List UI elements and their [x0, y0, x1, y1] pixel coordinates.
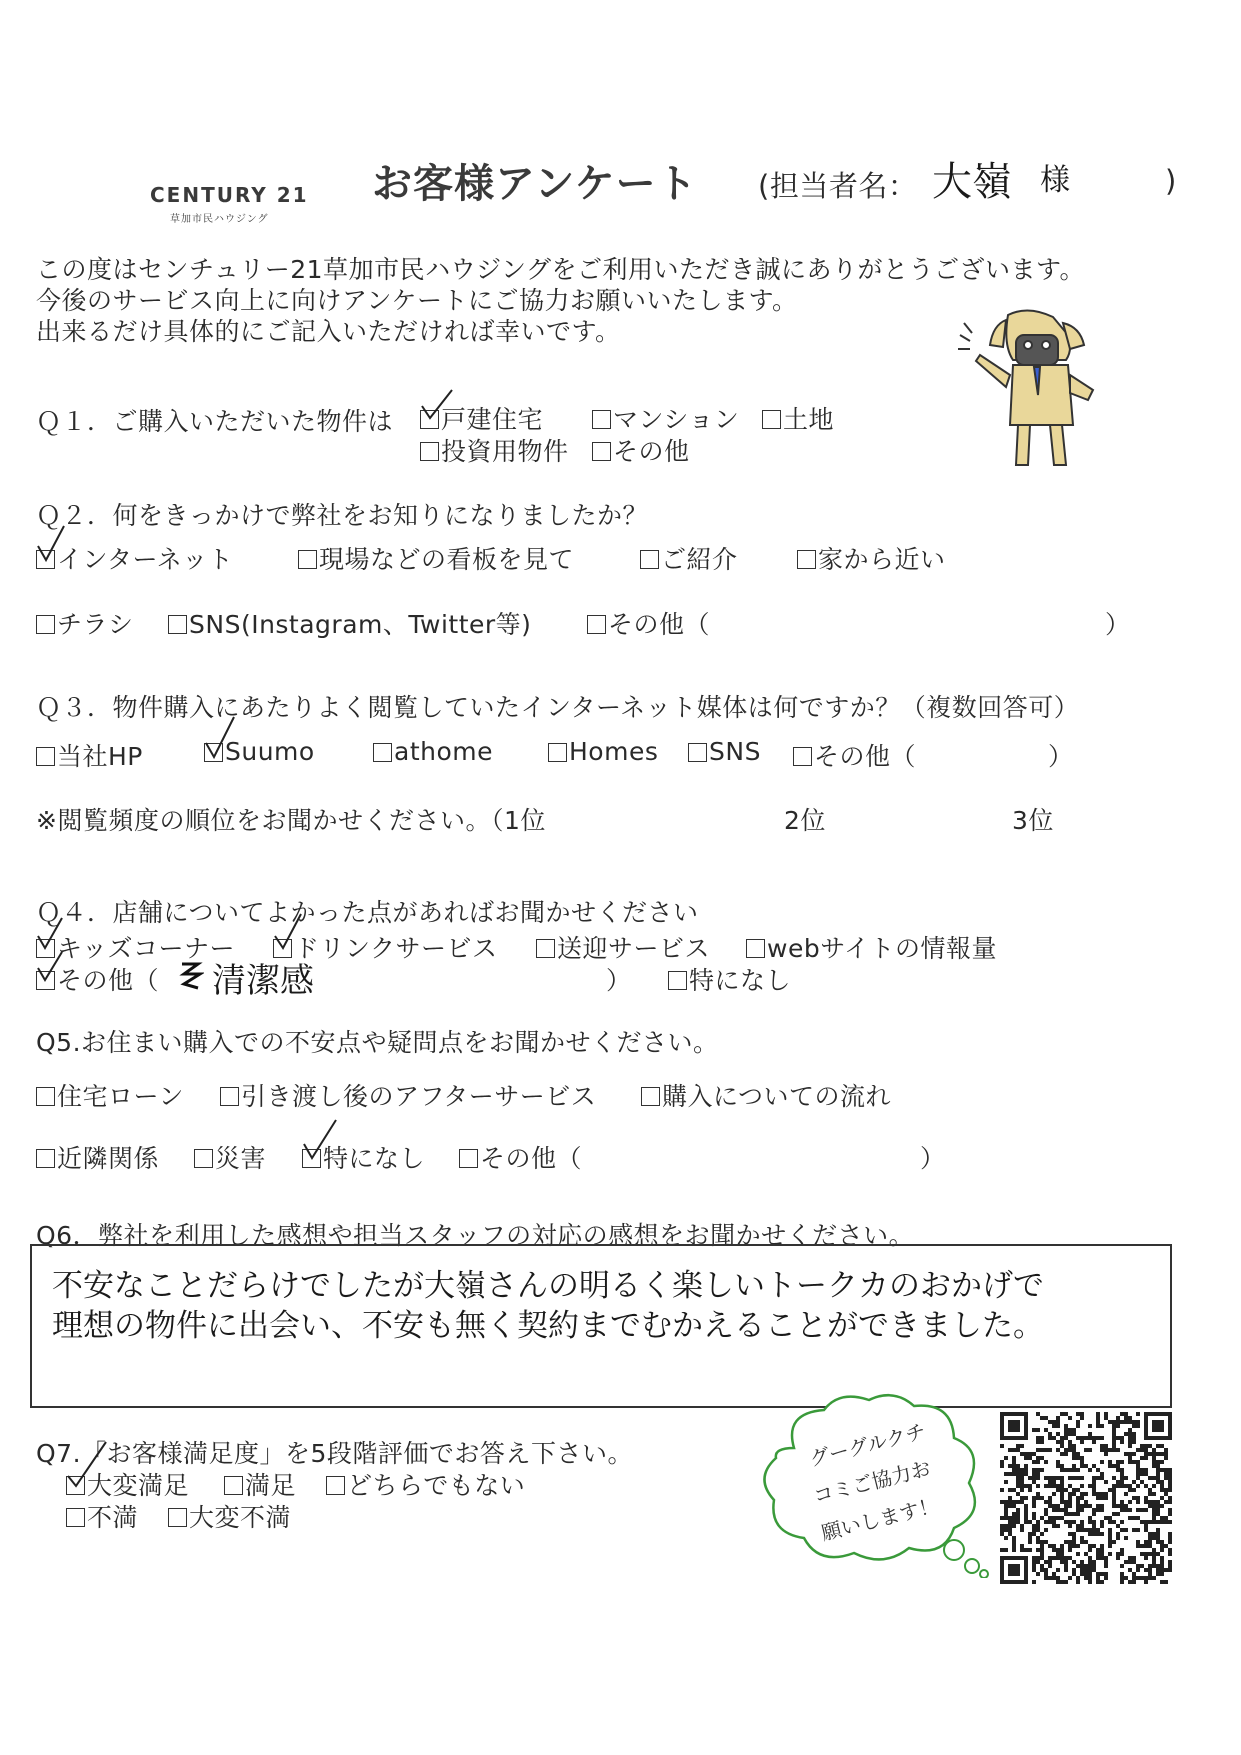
- option-label: その他（: [480, 1144, 583, 1173]
- checkbox[interactable]: [66, 1508, 85, 1527]
- checkbox[interactable]: [640, 550, 659, 569]
- option-label: キッズコーナー: [57, 934, 236, 963]
- q2-option-flyer[interactable]: [36, 605, 134, 641]
- checkbox[interactable]: [668, 971, 687, 990]
- checkbox[interactable]: [548, 743, 567, 762]
- checkbox[interactable]: [168, 615, 187, 634]
- checkbox[interactable]: [36, 615, 55, 634]
- checkbox[interactable]: [592, 410, 611, 429]
- option-label: 特になし: [323, 1144, 426, 1173]
- q3-check-mark: [204, 715, 240, 761]
- q4-check-mark-drink: [273, 912, 305, 952]
- q1-question: Ｑ１．ご購入いただいた物件は: [36, 407, 394, 436]
- q3-option-company-hp[interactable]: [36, 737, 143, 773]
- q7-option-very-dissatisfied[interactable]: [168, 1498, 291, 1534]
- checkbox[interactable]: [326, 1476, 345, 1495]
- option-label: 大変不満: [189, 1503, 292, 1532]
- checkbox[interactable]: [459, 1149, 478, 1168]
- option-label: Homes: [569, 737, 659, 766]
- checkbox[interactable]: [797, 550, 816, 569]
- staff-label: (担当者名：: [758, 169, 918, 203]
- checkbox[interactable]: [641, 1087, 660, 1106]
- option-label: 家から近い: [818, 545, 946, 574]
- checkbox[interactable]: [592, 442, 611, 461]
- option-label: その他: [613, 437, 690, 466]
- q2-option-signboard[interactable]: [298, 540, 574, 576]
- q3-question: Ｑ３．物件購入にあたりよく閲覧していたインターネット媒体は何ですか？（複数回答可）: [36, 693, 1080, 722]
- option-label: 当社HP: [57, 742, 143, 771]
- option-label: 災害: [215, 1144, 267, 1173]
- q1-option-condo[interactable]: [592, 400, 739, 436]
- q2-question: Ｑ２．何をきっかけで弊社をお知りになりましたか？: [36, 501, 649, 530]
- cloud-line-1: グーグルクチ: [806, 1418, 929, 1472]
- q5-question: Q5.お住まい購入での不安点や疑問点をお聞かせください。: [36, 1028, 719, 1057]
- checkbox[interactable]: [373, 743, 392, 762]
- q4-question: Ｑ４．店舗についてよかった点があればお聞かせください: [36, 898, 699, 927]
- checkbox[interactable]: [194, 1149, 213, 1168]
- q3-rank-3: 3位: [1012, 806, 1054, 835]
- q2-check-mark: [36, 524, 72, 564]
- q7-option-satisfied[interactable]: [224, 1466, 296, 1502]
- q1-check-mark: [418, 388, 458, 422]
- q4-close-paren: ）: [606, 966, 632, 995]
- option-label: 満足: [245, 1471, 297, 1500]
- option-label: ドリンクサービス: [294, 934, 498, 963]
- option-label: 引き渡し後のアフターサービス: [241, 1082, 597, 1111]
- q3-option-sns[interactable]: [688, 737, 761, 766]
- q3-close-paren: ）: [1048, 742, 1074, 771]
- q4-check-mark-other: [36, 950, 66, 984]
- q4-option-shuttle[interactable]: [536, 929, 710, 965]
- q7-question: Q7.「お客様満足度」を5段階評価でお答え下さい。: [36, 1439, 633, 1468]
- q6-question: Q6．弊社を利用した感想や担当スタッフの対応の感想をお聞かせください。: [36, 1221, 915, 1250]
- option-label: 購入についての流れ: [662, 1082, 892, 1111]
- q7-option-neutral[interactable]: [326, 1466, 525, 1502]
- q4-other-answer: 清潔感: [212, 961, 314, 1001]
- checkbox[interactable]: [793, 747, 812, 766]
- q4-option-website-info[interactable]: [746, 929, 997, 965]
- cloud-line-3: 願いします！: [818, 1492, 942, 1546]
- option-label: 大変満足: [87, 1471, 190, 1500]
- option-label: 住宅ローン: [57, 1082, 185, 1111]
- q5-option-after-service[interactable]: [220, 1077, 596, 1113]
- q3-option-homes[interactable]: [548, 737, 658, 766]
- checkbox[interactable]: [224, 1476, 243, 1495]
- q1-option-land[interactable]: [762, 400, 834, 436]
- q2-option-other[interactable]: [587, 605, 710, 641]
- option-label: インターネット: [57, 545, 234, 574]
- checkbox[interactable]: [168, 1508, 187, 1527]
- option-label: 土地: [783, 405, 835, 434]
- q3-rank-text: ※閲覧頻度の順位をお聞かせください。（1位: [36, 806, 546, 835]
- option-label: 特になし: [689, 966, 792, 995]
- staff-name: 大嶺: [932, 159, 1012, 205]
- q2-option-sns[interactable]: [168, 605, 531, 641]
- option-label: 不満: [87, 1503, 139, 1532]
- q6-answer-line-1: 不安なことだらけでしたが大嶺さんの明るく楽しいトークカのおかげで: [52, 1268, 1044, 1304]
- q5-option-mortgage[interactable]: [36, 1077, 184, 1113]
- option-label: チラシ: [57, 610, 134, 639]
- checkbox[interactable]: [536, 939, 555, 958]
- q2-option-near-home[interactable]: [797, 540, 946, 576]
- option-label: その他（: [57, 966, 160, 995]
- checkbox[interactable]: [298, 550, 317, 569]
- q1-option-investment[interactable]: [420, 432, 569, 468]
- checkbox[interactable]: [36, 1087, 55, 1106]
- page-title: お客様アンケート: [372, 161, 698, 207]
- option-label: マンション: [613, 405, 740, 434]
- checkbox[interactable]: [220, 1087, 239, 1106]
- option-label: その他（: [814, 742, 917, 771]
- logo-text: CENTURY 21: [150, 183, 309, 207]
- checkbox[interactable]: [688, 743, 707, 762]
- option-label: 投資用物件: [441, 437, 569, 466]
- option-label: athome: [394, 737, 493, 766]
- q5-option-other[interactable]: [459, 1139, 582, 1175]
- q2-option-referral[interactable]: [640, 540, 738, 576]
- q5-option-disaster[interactable]: [194, 1139, 266, 1175]
- option-label: 現場などの看板を見て: [319, 545, 575, 574]
- option-label: ご紹介: [661, 545, 738, 574]
- q5-option-purchase-flow[interactable]: [641, 1077, 891, 1113]
- qr-code[interactable]: [1000, 1412, 1172, 1584]
- intro-line-2: 今後のサービス向上に向けアンケートにご協力お願いいたします。: [36, 286, 798, 315]
- q3-option-other[interactable]: [793, 737, 916, 773]
- option-label: どちらでもない: [347, 1471, 526, 1500]
- intro-line-3: 出来るだけ具体的にご記入いただければ幸いです。: [36, 317, 621, 346]
- logo-subtitle: 草加市民ハウジング: [170, 214, 269, 225]
- option-label: SNS: [709, 737, 761, 766]
- checkbox[interactable]: [587, 615, 606, 634]
- q1-option-other[interactable]: [592, 432, 690, 468]
- mascot-dog-illustration: [958, 305, 1098, 475]
- intro-line-1: この度はセンチュリー21草加市民ハウジングをご利用いただき誠にありがとうございます。: [36, 255, 1085, 284]
- q7-check-mark: [66, 1440, 110, 1488]
- checkbox[interactable]: [746, 939, 765, 958]
- checkbox[interactable]: [762, 410, 781, 429]
- option-label: 近隣関係: [57, 1144, 160, 1173]
- q4-option-nothing[interactable]: [668, 961, 791, 997]
- checkbox[interactable]: [36, 1149, 55, 1168]
- q2-close-paren: ）: [1105, 610, 1131, 639]
- option-label: SNS(Instagram、Twitter等): [189, 610, 532, 639]
- q3-rank-2: 2位: [784, 806, 826, 835]
- q3-option-athome[interactable]: [373, 737, 493, 766]
- option-label: Suumo: [225, 737, 315, 766]
- q4-check-mark-kids: [36, 916, 66, 952]
- q5-close-paren: ）: [920, 1144, 946, 1173]
- option-label: 戸建住宅: [441, 405, 544, 434]
- checkbox[interactable]: [420, 442, 439, 461]
- option-label: webサイトの情報量: [767, 934, 997, 963]
- q4-scribble-mark: [178, 958, 204, 994]
- q5-option-neighbors[interactable]: [36, 1139, 159, 1175]
- q5-check-mark: [302, 1118, 340, 1162]
- checkbox[interactable]: [36, 747, 55, 766]
- q7-option-dissatisfied[interactable]: [66, 1498, 138, 1534]
- staff-honorific: 様: [1040, 163, 1070, 198]
- staff-close-paren: ): [1165, 164, 1177, 198]
- option-label: 送迎サービス: [557, 934, 711, 963]
- cloud-line-2: コミご協力お: [810, 1455, 934, 1509]
- option-label: その他（: [608, 610, 711, 639]
- q6-answer-line-2: 理想の物件に出会い、不安も無く契約までむかえることができました。: [52, 1308, 1044, 1344]
